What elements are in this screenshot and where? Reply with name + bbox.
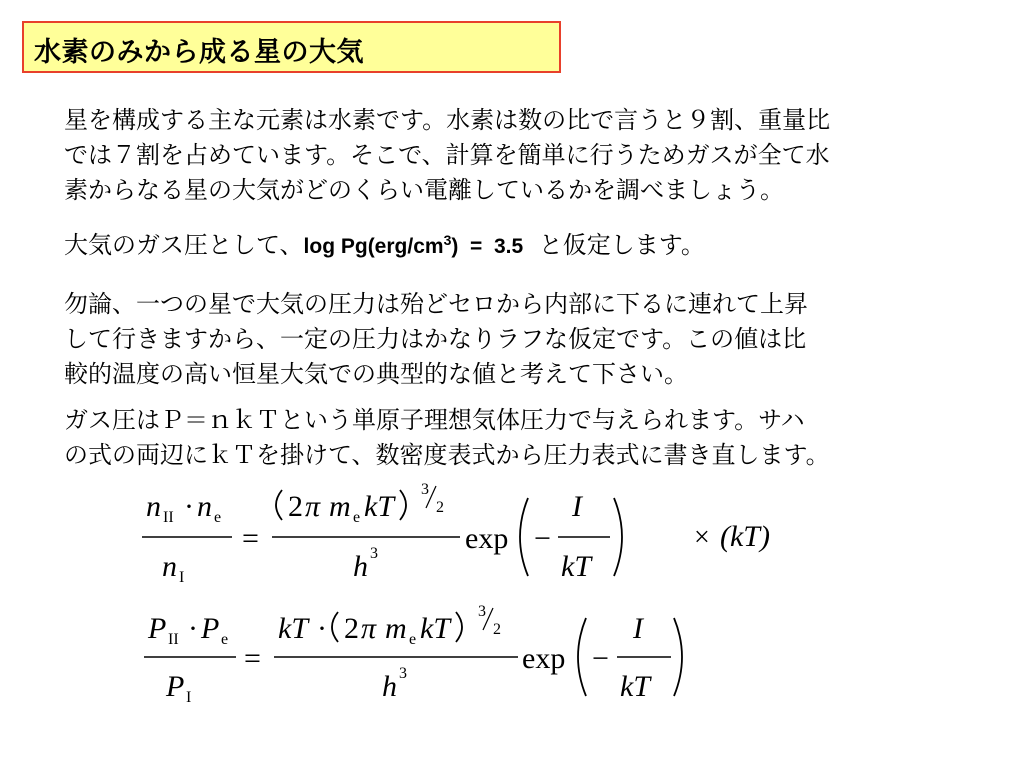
svg-text:h: h: [353, 550, 368, 583]
svg-text:3: 3: [399, 665, 407, 682]
svg-text:π: π: [305, 490, 321, 523]
slide-title: 水素のみから成る星の大気: [34, 37, 364, 68]
svg-text:kT: kT: [364, 490, 394, 523]
svg-text:e: e: [214, 509, 222, 526]
saha-pressure-equation: [120, 596, 820, 712]
svg-text:II: II: [168, 631, 179, 648]
svg-text:P: P: [201, 612, 220, 645]
caveat-line: 較的温度の高い恒星大気での典型的な値と考えて下さい。: [64, 360, 688, 388]
log-pressure-expression: $\log Pg(erg/cm^3) = 3.5$: [303, 232, 524, 258]
svg-text:P: P: [166, 670, 185, 703]
intro-paragraph: [64, 103, 830, 208]
svg-text:·: ·: [184, 490, 194, 523]
saha-line: ガス圧はＰ＝ｎｋＴという単原子理想気体圧力で与えられます。サハ: [64, 406, 805, 434]
intro-line: 素からなる星の大気がどのくらい電離しているかを調べましょう。: [64, 176, 784, 204]
svg-text:n: n: [197, 490, 212, 523]
svg-text:e: e: [353, 509, 361, 526]
svg-text:2: 2: [436, 499, 444, 516]
svg-text:3: 3: [478, 603, 486, 620]
caveat-line: 勿論、一つの星で大気の圧力は殆どセロから内部に下るに連れて上昇: [64, 290, 808, 318]
svg-text:m: m: [385, 612, 407, 645]
saha-paragraph: [64, 403, 830, 473]
svg-text:I: I: [186, 689, 192, 706]
svg-text:n: n: [162, 550, 177, 583]
intro-line: 星を構成する主な元素は水素です。水素は数の比で言うと９割、重量比: [64, 106, 831, 134]
svg-text:II: II: [163, 509, 174, 526]
saha-line: の式の両辺にｋＴを掛けて、数密度表式から圧力表式に書き直します。: [64, 441, 830, 469]
intro-line: では７割を占めています。そこで、計算を簡単に行うためガスが全て水: [64, 141, 830, 169]
svg-text:h: h: [382, 670, 397, 703]
svg-text:3: 3: [370, 545, 378, 562]
svg-text:kT: kT: [420, 612, 450, 645]
svg-text:I: I: [633, 612, 643, 645]
svg-text:exp: exp: [522, 642, 566, 675]
svg-text:2: 2: [493, 621, 501, 638]
svg-text:kT: kT: [561, 550, 591, 583]
svg-text:I: I: [572, 490, 582, 523]
pressure-assumption: [64, 223, 705, 264]
svg-text:n: n: [146, 490, 161, 523]
svg-text:=: =: [242, 522, 259, 555]
caveat-paragraph: [64, 287, 808, 392]
svg-text:exp: exp: [465, 522, 509, 555]
saha-number-density-equation: [120, 478, 820, 590]
svg-text:e: e: [221, 631, 229, 648]
svg-text:e: e: [409, 631, 417, 648]
svg-text:2: 2: [288, 490, 303, 523]
svg-text:m: m: [329, 490, 351, 523]
assumption-prefix: 大気のガス圧として、: [64, 231, 304, 259]
svg-text:kT: kT: [278, 612, 308, 645]
svg-text:(kT): (kT): [720, 520, 770, 553]
svg-text:−: −: [534, 522, 551, 555]
svg-text:·: ·: [317, 612, 327, 645]
svg-text:−: −: [592, 642, 609, 675]
assumption-suffix: と仮定します。: [538, 231, 705, 259]
svg-text:P: P: [148, 612, 167, 645]
svg-text:π: π: [361, 612, 377, 645]
svg-text:2: 2: [344, 612, 359, 645]
svg-text:kT: kT: [620, 670, 650, 703]
caveat-line: して行きますから、一定の圧力はかなりラフな仮定です。この値は比: [64, 325, 807, 353]
svg-text:·: ·: [188, 612, 198, 645]
svg-text:I: I: [179, 569, 185, 586]
svg-text:×: ×: [694, 522, 710, 553]
svg-text:3: 3: [421, 481, 429, 498]
svg-text:=: =: [244, 642, 261, 675]
title-box: [22, 21, 561, 73]
